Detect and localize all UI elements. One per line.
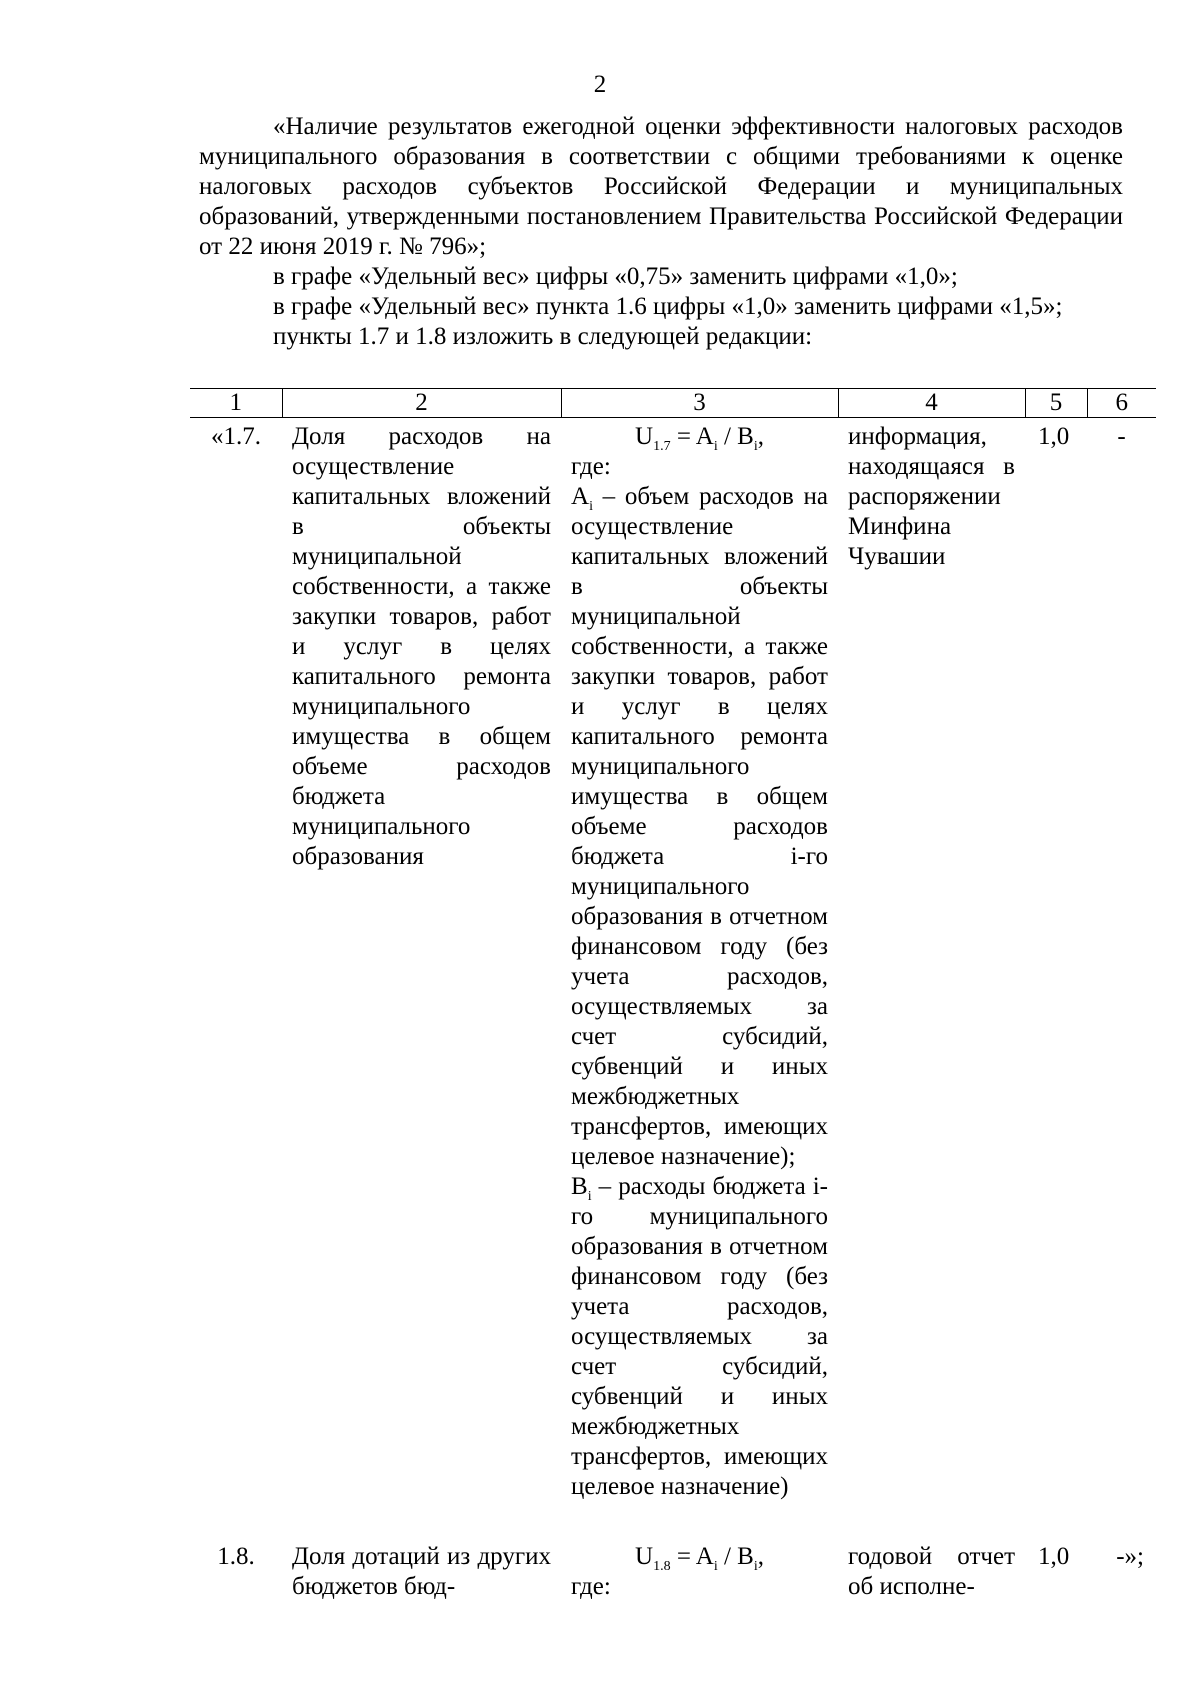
table-header-row — [190, 389, 1156, 418]
formula-a-definition: $A_i$ – объем расходов на осуществление капитальных вложений в объекты муниципальной собственности, а также закупки товаров, работ и услуг в целях капитального ремонта муниципального имущества в общем объеме расходов бюджета i-го муниципального образования в отчетном финансовом году (без учета расходов, осуществляемых за счет субсидий, субвенций и иных межбюджетных трансфертов, имеющих целевое назначение); — [571, 483, 828, 1170]
header-cell: 5 — [1025, 389, 1087, 418]
formula: $U_{1.7} = A_i / B_i$, — [635, 423, 764, 454]
data-source: информация, находящаяся в распоряжении Минфина Чувашии — [848, 423, 1015, 570]
row-number: 1.8. — [217, 1543, 255, 1570]
intro-paragraph-3: в графе «Удельный вес» пункта 1.6 цифры «1,0» заменить цифрами «1,5»; — [273, 293, 1063, 320]
formula-b-definition: $B_i$ – расходы бюджета i-го муниципального образования в отчетном финансовом году (без учета расходов, осуществляемых за счет субсидий, субвенций и иных межбюджетных трансфертов, имеющих целевое назначение) — [571, 1173, 828, 1500]
indicator-name: Доля расходов на осуществление капитальных вложений в объекты муниципальной собственности, а также закупки товаров, работ и услуг в целях капитального ремонта муниципального имущества в общем объеме расходов бюджета муниципального образования — [292, 423, 551, 870]
intro-paragraph-4: пункты 1.7 и 1.8 изложить в следующей редакции: — [273, 323, 813, 350]
indicator-name: Доля дотаций из других бюджетов бюд- — [292, 1543, 551, 1600]
column-6: - — [1117, 423, 1126, 450]
intro-paragraph-1: «Наличие результатов ежегодной оценки эффективности налоговых расходов муниципального образования в соответствии с общими требованиями к оценке налоговых расходов субъектов Российской Федерации и муниципальных образований, утвержденными постановлением Правительства Российской Федерации от 22 июня 2019 г. № 796»; — [199, 113, 1123, 260]
weight: 1,0 — [1038, 1543, 1070, 1570]
formula-where: где: — [571, 453, 611, 480]
intro-paragraph-2: в графе «Удельный вес» цифры «0,75» заменить цифрами «1,0»; — [273, 263, 958, 290]
formula: $U_{1.8} = A_i / B_i$, — [635, 1543, 764, 1574]
header-cell: 4 — [838, 389, 1025, 418]
row-number: «1.7. — [211, 423, 261, 450]
intro-text — [199, 112, 1123, 352]
formula-cell — [561, 1502, 838, 1602]
header-cell: 1 — [190, 389, 282, 418]
formula-cell — [561, 418, 838, 1503]
header-cell: 6 — [1087, 389, 1156, 418]
formula-where: где: — [571, 1573, 611, 1600]
header-cell: 2 — [282, 389, 561, 418]
indicators-table — [190, 388, 1156, 1602]
data-source: годовой отчет об исполне- — [848, 1543, 1015, 1600]
column-6: -»; — [1116, 1543, 1144, 1570]
table-row — [190, 418, 1156, 1503]
table-row — [190, 1502, 1156, 1602]
weight: 1,0 — [1038, 423, 1070, 450]
page-number: 2 — [593, 71, 607, 98]
header-cell: 3 — [561, 389, 838, 418]
